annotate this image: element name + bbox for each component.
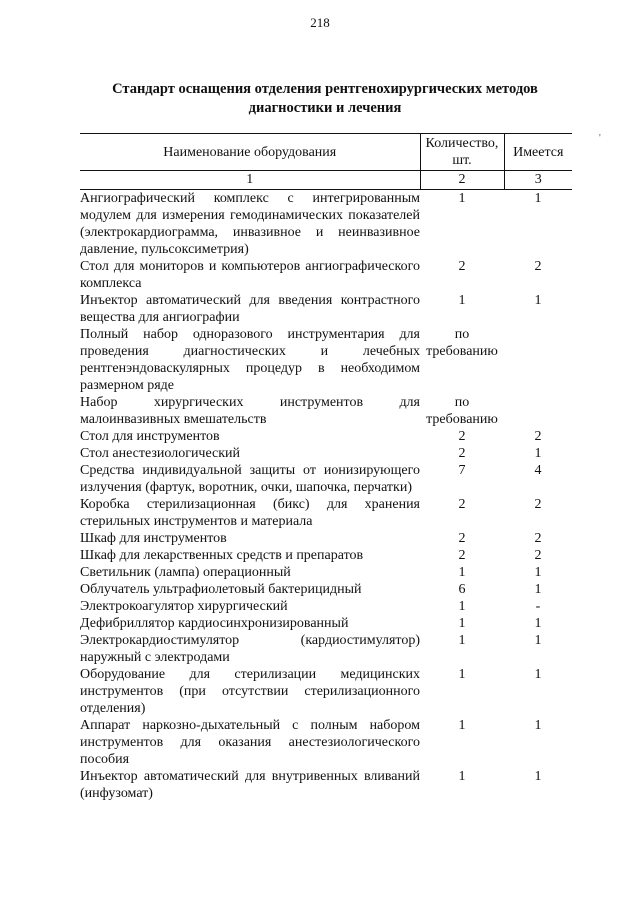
available-cell: 2 [534,497,542,512]
table-row [80,530,572,547]
table-row [80,190,572,259]
available-cell [504,326,572,394]
equipment-name: Средства индивидуальной защиты от ионизирующего излучения (фартук, воротник, очки, шапочка, перчатки) [80,463,420,495]
available-cell: 1 [534,667,542,682]
equipment-name: Шкаф для лекарственных средств и препаратов [80,548,364,563]
available-cell: 1 [534,293,542,308]
available-cell: 2 [534,429,542,444]
table-row [80,292,572,326]
table-row [80,717,572,768]
quantity-cell: 6 [458,582,466,597]
table-row [80,394,572,428]
equipment-name: Аппарат наркозно-дыхательный с полным набором инструментов для оказания анестезиологического пособия [80,718,420,767]
equipment-name: Стол анестезиологический [80,446,241,461]
equipment-table [80,133,572,802]
quantity-cell: 2 [458,429,466,444]
available-cell: 2 [534,548,542,563]
equipment-name: Электрокардиостимулятор (кардиостимулятор) наружный с электродами [80,633,420,665]
quantity-cell: 1 [458,616,466,631]
available-cell: - [535,599,541,614]
equipment-name: Облучатель ультрафиолетовый бактерицидный [80,582,362,597]
available-cell [504,394,572,428]
available-cell: 1 [534,565,542,580]
table-row [80,564,572,581]
equipment-name: Стол для инструментов [80,429,220,444]
table-row [80,496,572,530]
equipment-name: Электрокоагулятор хирургический [80,599,288,614]
column-number-row [80,171,572,190]
available-cell: 1 [534,769,542,784]
equipment-name: Шкаф для инструментов [80,531,227,546]
equipment-name: Инъектор автоматический для внутривенных вливаний (инфузомат) [80,769,420,801]
available-cell: 1 [534,718,542,733]
table-row [80,462,572,496]
quantity-cell: по требованию [426,395,498,427]
quantity-cell: по требованию [426,327,498,359]
equipment-name: Стол для мониторов и компьютеров ангиографического комплекса [80,259,420,291]
quantity-cell: 2 [458,548,466,563]
equipment-name: Набор хирургических инструментов для малоинвазивных вмешательств [80,395,420,427]
quantity-cell: 1 [458,718,466,733]
equipment-name: Светильник (лампа) операционный [80,565,291,580]
table-row [80,547,572,564]
table-row [80,581,572,598]
quantity-cell: 1 [458,565,466,580]
column-number-2: 2 [420,171,504,190]
available-cell: 4 [534,463,542,478]
table-row [80,258,572,292]
table-row [80,768,572,802]
quantity-cell: 1 [458,633,466,648]
table-row [80,428,572,445]
document-title: Стандарт оснащения отделения рентгенохирургических методов диагностики и лечения [112,81,538,116]
header-quantity: Количество, шт. [420,134,504,171]
table-row [80,632,572,666]
header-name: Наименование оборудования [80,134,420,171]
table-row [80,598,572,615]
quantity-cell: 1 [458,191,466,206]
table-row [80,445,572,462]
equipment-name: Оборудование для стерилизации медицинских инструментов (при отсутствии стерилизационного отделения) [80,667,420,716]
quantity-cell: 1 [458,769,466,784]
table-row [80,615,572,632]
header-available: Имеется [504,134,572,171]
equipment-name: Инъектор автоматический для введения контрастного вещества для ангиографии [80,293,420,325]
available-cell: 1 [534,616,542,631]
table-row [80,326,572,394]
column-number-3: 3 [504,171,572,190]
available-cell: 1 [534,582,542,597]
quantity-cell: 2 [458,497,466,512]
table-row [80,666,572,717]
quantity-cell: 7 [458,463,466,478]
equipment-name: Ангиографический комплекс с интегрированным модулем для измерения гемодинамических показателей (электрокардиограмма, инвазивное и неинвазивное давление, пульсоксиметрия) [80,191,420,257]
quantity-cell: 2 [458,446,466,461]
column-number-1: 1 [80,171,420,190]
equipment-name: Дефибриллятор кардиосинхронизированный [80,616,349,631]
table-header-row [80,134,572,171]
available-cell: 1 [534,191,542,206]
table-body [80,190,572,803]
available-cell: 1 [534,633,542,648]
quantity-cell: 1 [458,667,466,682]
available-cell: 2 [534,531,542,546]
available-cell: 1 [534,446,542,461]
quantity-cell: 2 [458,531,466,546]
available-cell: 2 [534,259,542,274]
page-mark: ' [599,133,601,144]
quantity-cell: 1 [458,599,466,614]
quantity-cell: 1 [458,293,466,308]
quantity-cell: 2 [458,259,466,274]
page-number: 218 [310,15,330,30]
equipment-name: Коробка стерилизационная (бикс) для хранения стерильных инструментов и материала [80,497,420,529]
equipment-name: Полный набор одноразового инструментария для проведения диагностических и лечебных рентгенэндоваскулярных процедур в необходимом размерном ряде [80,327,420,393]
